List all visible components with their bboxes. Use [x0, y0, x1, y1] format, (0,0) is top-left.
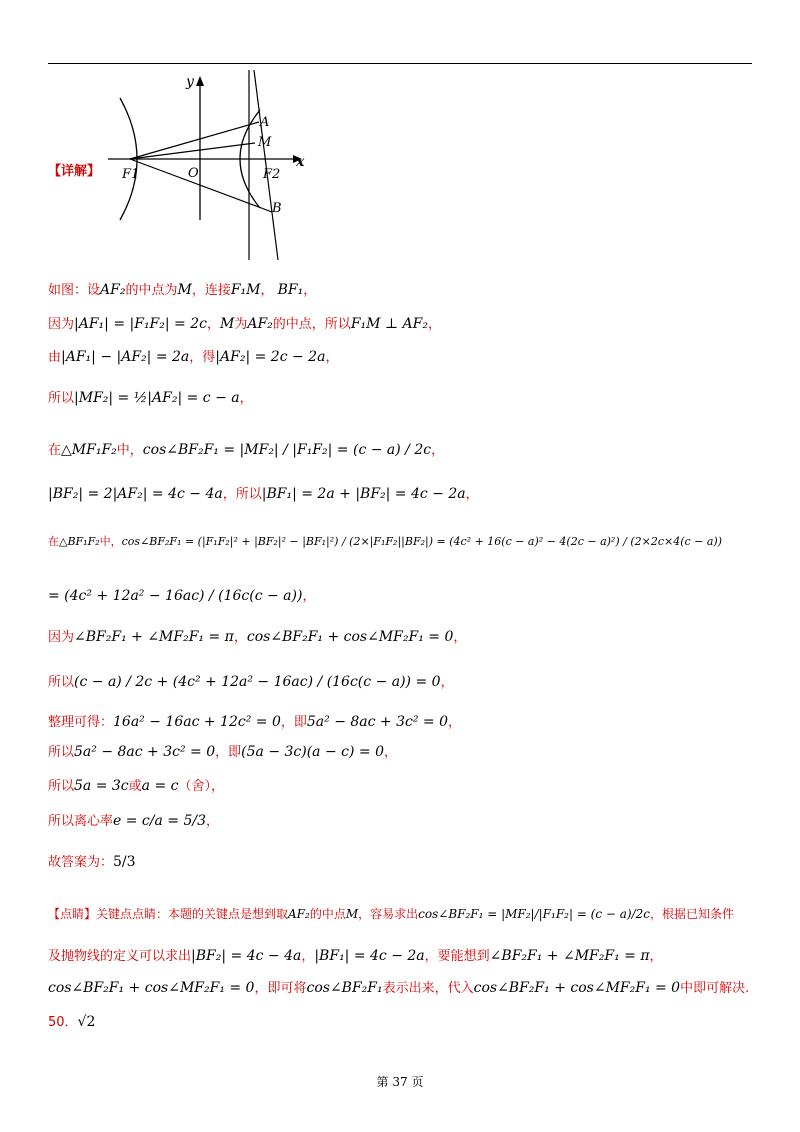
text-segment: F₁M [230, 282, 261, 298]
text-segment: 整理可得： [48, 715, 114, 730]
text-segment: ， [303, 283, 317, 298]
text-segment: ， [325, 350, 339, 365]
line-14 [48, 811, 219, 832]
text-segment: ， [233, 630, 247, 645]
text-segment: ， [448, 715, 462, 730]
text-segment: ， [206, 814, 220, 829]
text-segment: ， [440, 675, 454, 690]
text-segment: 因为 [48, 317, 75, 332]
line-7 [48, 532, 722, 552]
text-segment: 在 [48, 535, 59, 548]
page-footer: 第 37 页 [376, 1075, 424, 1089]
text-segment: 5a = 3c [74, 778, 129, 794]
label-y: y [186, 74, 194, 90]
text-segment: ， [239, 391, 253, 406]
text-segment: 所以 [48, 745, 75, 760]
text-segment: 5a² − 8ac + 3c² = 0 [74, 744, 216, 760]
text-segment: cos∠BF₂F₁ + cos∠MF₂F₁ = 0 [246, 629, 454, 645]
text-segment: ， [384, 745, 398, 760]
text-segment: 故答案为： [48, 855, 114, 870]
text-segment: 所以 [48, 675, 75, 690]
text-segment: ，即可将 [254, 981, 307, 996]
segment-f1-m [130, 143, 255, 159]
detail-tag: 【详解】 [48, 164, 101, 179]
line-13 [48, 776, 224, 797]
text-segment: M [220, 316, 235, 332]
text-segment: BF₁ [277, 282, 304, 298]
text-segment: ，即 [280, 715, 307, 730]
text-segment: 如图：设 [48, 283, 101, 298]
text-segment: ∠BF₂F₁ + ∠MF₂F₁ = π [74, 629, 234, 645]
hyperbola-figure [108, 70, 328, 260]
text-segment: cos∠BF₂F₁ = (|F₁F₂|² + |BF₂|² − |BF₁|²) / (2×|F₁F₂||BF₂|) = (4c² + 16(c − a)² − 4(2c − a)²) / (2×2c×4(c − a)) [121, 535, 722, 548]
line-15 [48, 852, 136, 873]
text-segment: AF₂ [288, 907, 310, 921]
text-segment: cos∠BF₂F₁ = |MF₂| / |F₁F₂| = (c − a) / 2c [142, 442, 432, 458]
line-18 [48, 978, 749, 999]
label-m: M [258, 135, 272, 150]
text-segment: 中， [99, 535, 122, 548]
label-x: x [296, 154, 305, 170]
line-2 [48, 314, 441, 335]
text-segment: M [177, 282, 192, 298]
text-segment: |AF₁| − |AF₂| = 2a [61, 349, 190, 365]
text-segment: ，根据已知条件 [650, 907, 735, 921]
text-segment: cos∠BF₂F₁ [306, 980, 383, 996]
text-segment: cos∠BF₂F₁ = |MF₂|/|F₁F₂| = (c − a)/2c [418, 907, 651, 921]
text-segment: 【点睛】关键点点睛：本题的关键点是想到取 [48, 907, 289, 921]
line-8 [48, 586, 315, 607]
text-segment: 或 [128, 779, 142, 794]
text-segment: AF₂ [100, 282, 126, 298]
text-segment: 5/3 [113, 854, 136, 870]
text-segment: M [345, 907, 359, 921]
line-19 [48, 1012, 95, 1033]
text-segment: ， [431, 443, 445, 458]
text-segment: 表示出来，代入 [382, 981, 474, 996]
text-segment: 的中点，所以 [272, 317, 351, 332]
text-segment: 16a² − 16ac + 12c² = 0 [113, 714, 281, 730]
y-axis-arrow [196, 76, 204, 86]
line-17 [48, 946, 663, 967]
text-segment: |BF₁| = 4c − 2a [314, 948, 425, 964]
text-segment: |BF₂| = 2|AF₂| = 4c − 4a [48, 486, 223, 502]
text-segment: 所以 [48, 779, 75, 794]
text-segment: ， [302, 589, 316, 604]
label-f2: F2 [263, 167, 281, 182]
line-6 [48, 484, 479, 505]
text-segment: 50． [48, 1015, 78, 1030]
text-segment: (c − a) / 2c + (4c² + 12a² − 16ac) / (16c(c − a)) = 0 [74, 674, 441, 690]
text-segment: 为 [234, 317, 248, 332]
text-segment: ， [465, 487, 479, 502]
line-ab [254, 70, 281, 260]
text-segment: ， [206, 317, 220, 332]
text-segment: 在 [48, 443, 62, 458]
text-segment: ，要能想到 [424, 949, 490, 964]
text-segment: ， [453, 630, 467, 645]
text-segment: cos∠BF₂F₁ + cos∠MF₂F₁ = 0 [473, 980, 681, 996]
text-segment: ，连接 [191, 283, 231, 298]
text-segment: |AF₁| = |F₁F₂| = 2c [74, 316, 207, 332]
text-segment: |BF₂| = 4c − 4a [191, 948, 302, 964]
line-4 [48, 388, 253, 409]
text-segment: ， [301, 949, 315, 964]
text-segment: e = c/a = 5/3 [113, 813, 206, 829]
text-segment: △MF₁F₂ [61, 442, 117, 458]
text-segment: (5a − 3c)(a − c) = 0 [241, 744, 384, 760]
line-11 [48, 712, 461, 733]
text-segment: ，即 [215, 745, 242, 760]
line-10 [48, 672, 454, 693]
text-segment: |MF₂| = ½|AF₂| = c − a [74, 390, 240, 406]
text-segment: ， [260, 283, 278, 298]
text-segment: ， [427, 317, 441, 332]
text-segment: √2 [77, 1014, 96, 1030]
text-segment: 由 [48, 350, 62, 365]
segment-f1-b [130, 159, 272, 212]
text-segment: ， [649, 949, 663, 964]
header-rule [48, 63, 752, 64]
text-segment: 因为 [48, 630, 75, 645]
text-segment: 中即可解决. [680, 981, 750, 996]
line-1 [48, 280, 316, 301]
text-segment: ∠BF₂F₁ + ∠MF₂F₁ = π [489, 948, 650, 964]
text-segment: a = c [141, 778, 179, 794]
line-16 [48, 904, 734, 924]
line-3 [48, 347, 338, 368]
text-segment: ，容易求出 [358, 907, 419, 921]
text-segment: F₁M ⊥ AF₂ [350, 316, 428, 332]
text-segment: 中， [116, 443, 143, 458]
label-a: A [260, 115, 270, 130]
text-segment: |BF₁| = 2a + |BF₂| = 4c − 2a [261, 486, 466, 502]
line-9 [48, 627, 466, 648]
text-segment: cos∠BF₂F₁ + cos∠MF₂F₁ = 0 [48, 980, 255, 996]
text-segment: 所以离心率 [48, 814, 114, 829]
text-segment: AF₂ [247, 316, 273, 332]
line-12 [48, 742, 397, 763]
text-segment: |AF₂| = 2c − 2a [215, 349, 326, 365]
text-segment: △BF₁F₂ [59, 535, 100, 548]
text-segment: = (4c² + 12a² − 16ac) / (16c(c − a)) [48, 588, 303, 604]
text-segment: ，得 [189, 350, 216, 365]
text-segment: 的中点为 [125, 283, 178, 298]
text-segment: 的中点 [309, 907, 346, 921]
text-segment: 及抛物线的定义可以求出 [48, 949, 192, 964]
label-o: O [188, 166, 199, 181]
text-segment: ，所以 [222, 487, 262, 502]
text-segment: 5a² − 8ac + 3c² = 0 [306, 714, 448, 730]
text-segment: （舍）， [178, 779, 225, 794]
label-b: B [272, 201, 282, 216]
line-5 [48, 440, 444, 461]
text-segment: 所以 [48, 391, 75, 406]
label-f1: F1 [122, 167, 140, 182]
